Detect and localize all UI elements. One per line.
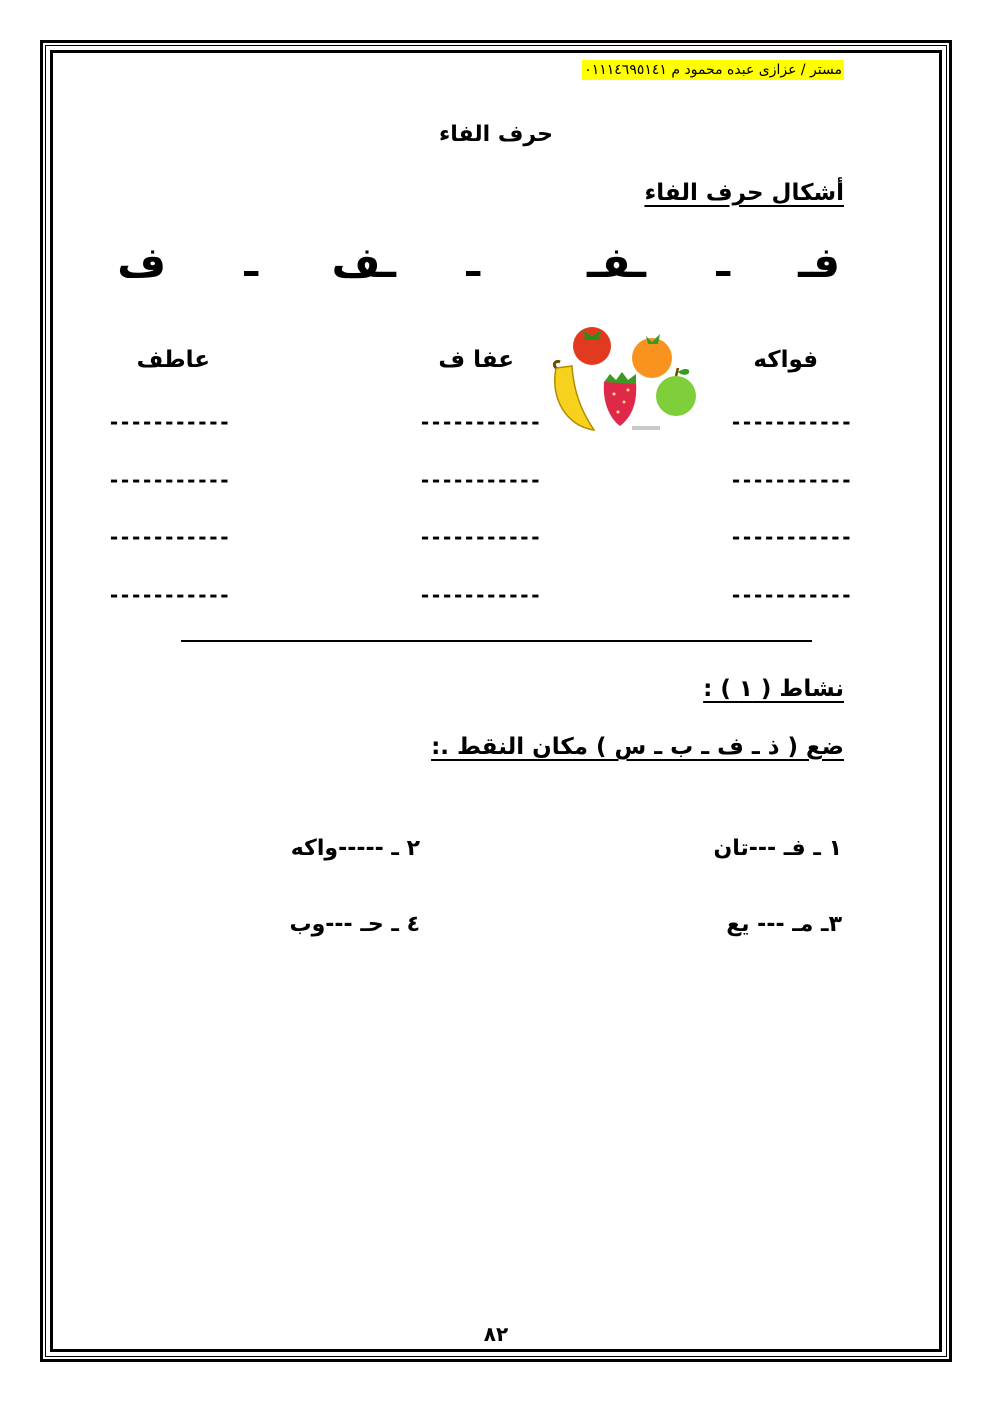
answer-line[interactable]: -----------: [419, 525, 541, 549]
exercise-item: ٤ ـ حـ ---وب: [289, 912, 420, 937]
answer-line[interactable]: -----------: [419, 468, 541, 492]
letter-separator: ـ: [716, 240, 730, 286]
letter-separator: ـ: [466, 240, 480, 286]
activity-heading: نشاط ( ١ ) :: [703, 676, 844, 702]
letter-form-final: ـف: [331, 238, 396, 287]
letter-form-initial: فـ: [798, 238, 840, 287]
fruits-image: [548, 318, 700, 436]
answer-line[interactable]: -----------: [730, 525, 852, 549]
word-afaf: عفا ف: [438, 347, 514, 373]
answer-line[interactable]: -----------: [108, 583, 230, 607]
exercise-item: ٣ـ مـ --- يع: [726, 912, 842, 937]
teacher-note: مستر / عزازى عبده محمود م ٠١١١٤٦٩٥١٤١: [584, 62, 842, 78]
letter-form-medial: ـفـ: [587, 238, 646, 287]
answer-line[interactable]: -----------: [730, 410, 852, 434]
answer-line[interactable]: -----------: [108, 468, 230, 492]
letter-separator: ـ: [244, 240, 258, 286]
page-number: ٨٢: [483, 1322, 509, 1346]
page-title: حرف الفاء: [439, 122, 553, 147]
answer-line[interactable]: -----------: [730, 468, 852, 492]
answer-line[interactable]: -----------: [108, 410, 230, 434]
word-atif: عاطف: [136, 347, 210, 373]
activity-instruction: ضع ( ذ ـ ف ـ ب ـ س ) مكان النقط .:: [431, 734, 844, 760]
shapes-heading: أشكال حرف الفاء: [644, 180, 844, 206]
answer-line[interactable]: -----------: [419, 583, 541, 607]
answer-line[interactable]: -----------: [730, 583, 852, 607]
answer-line[interactable]: -----------: [419, 410, 541, 434]
exercise-item: ١ ـ فـ ---تان: [713, 836, 842, 861]
answer-line[interactable]: -----------: [108, 525, 230, 549]
word-fawakih: فواكه: [753, 347, 818, 373]
section-divider: [181, 640, 812, 642]
letter-form-isolated: ف: [117, 238, 166, 287]
exercise-item: ٢ ـ -----واكه: [290, 836, 420, 861]
